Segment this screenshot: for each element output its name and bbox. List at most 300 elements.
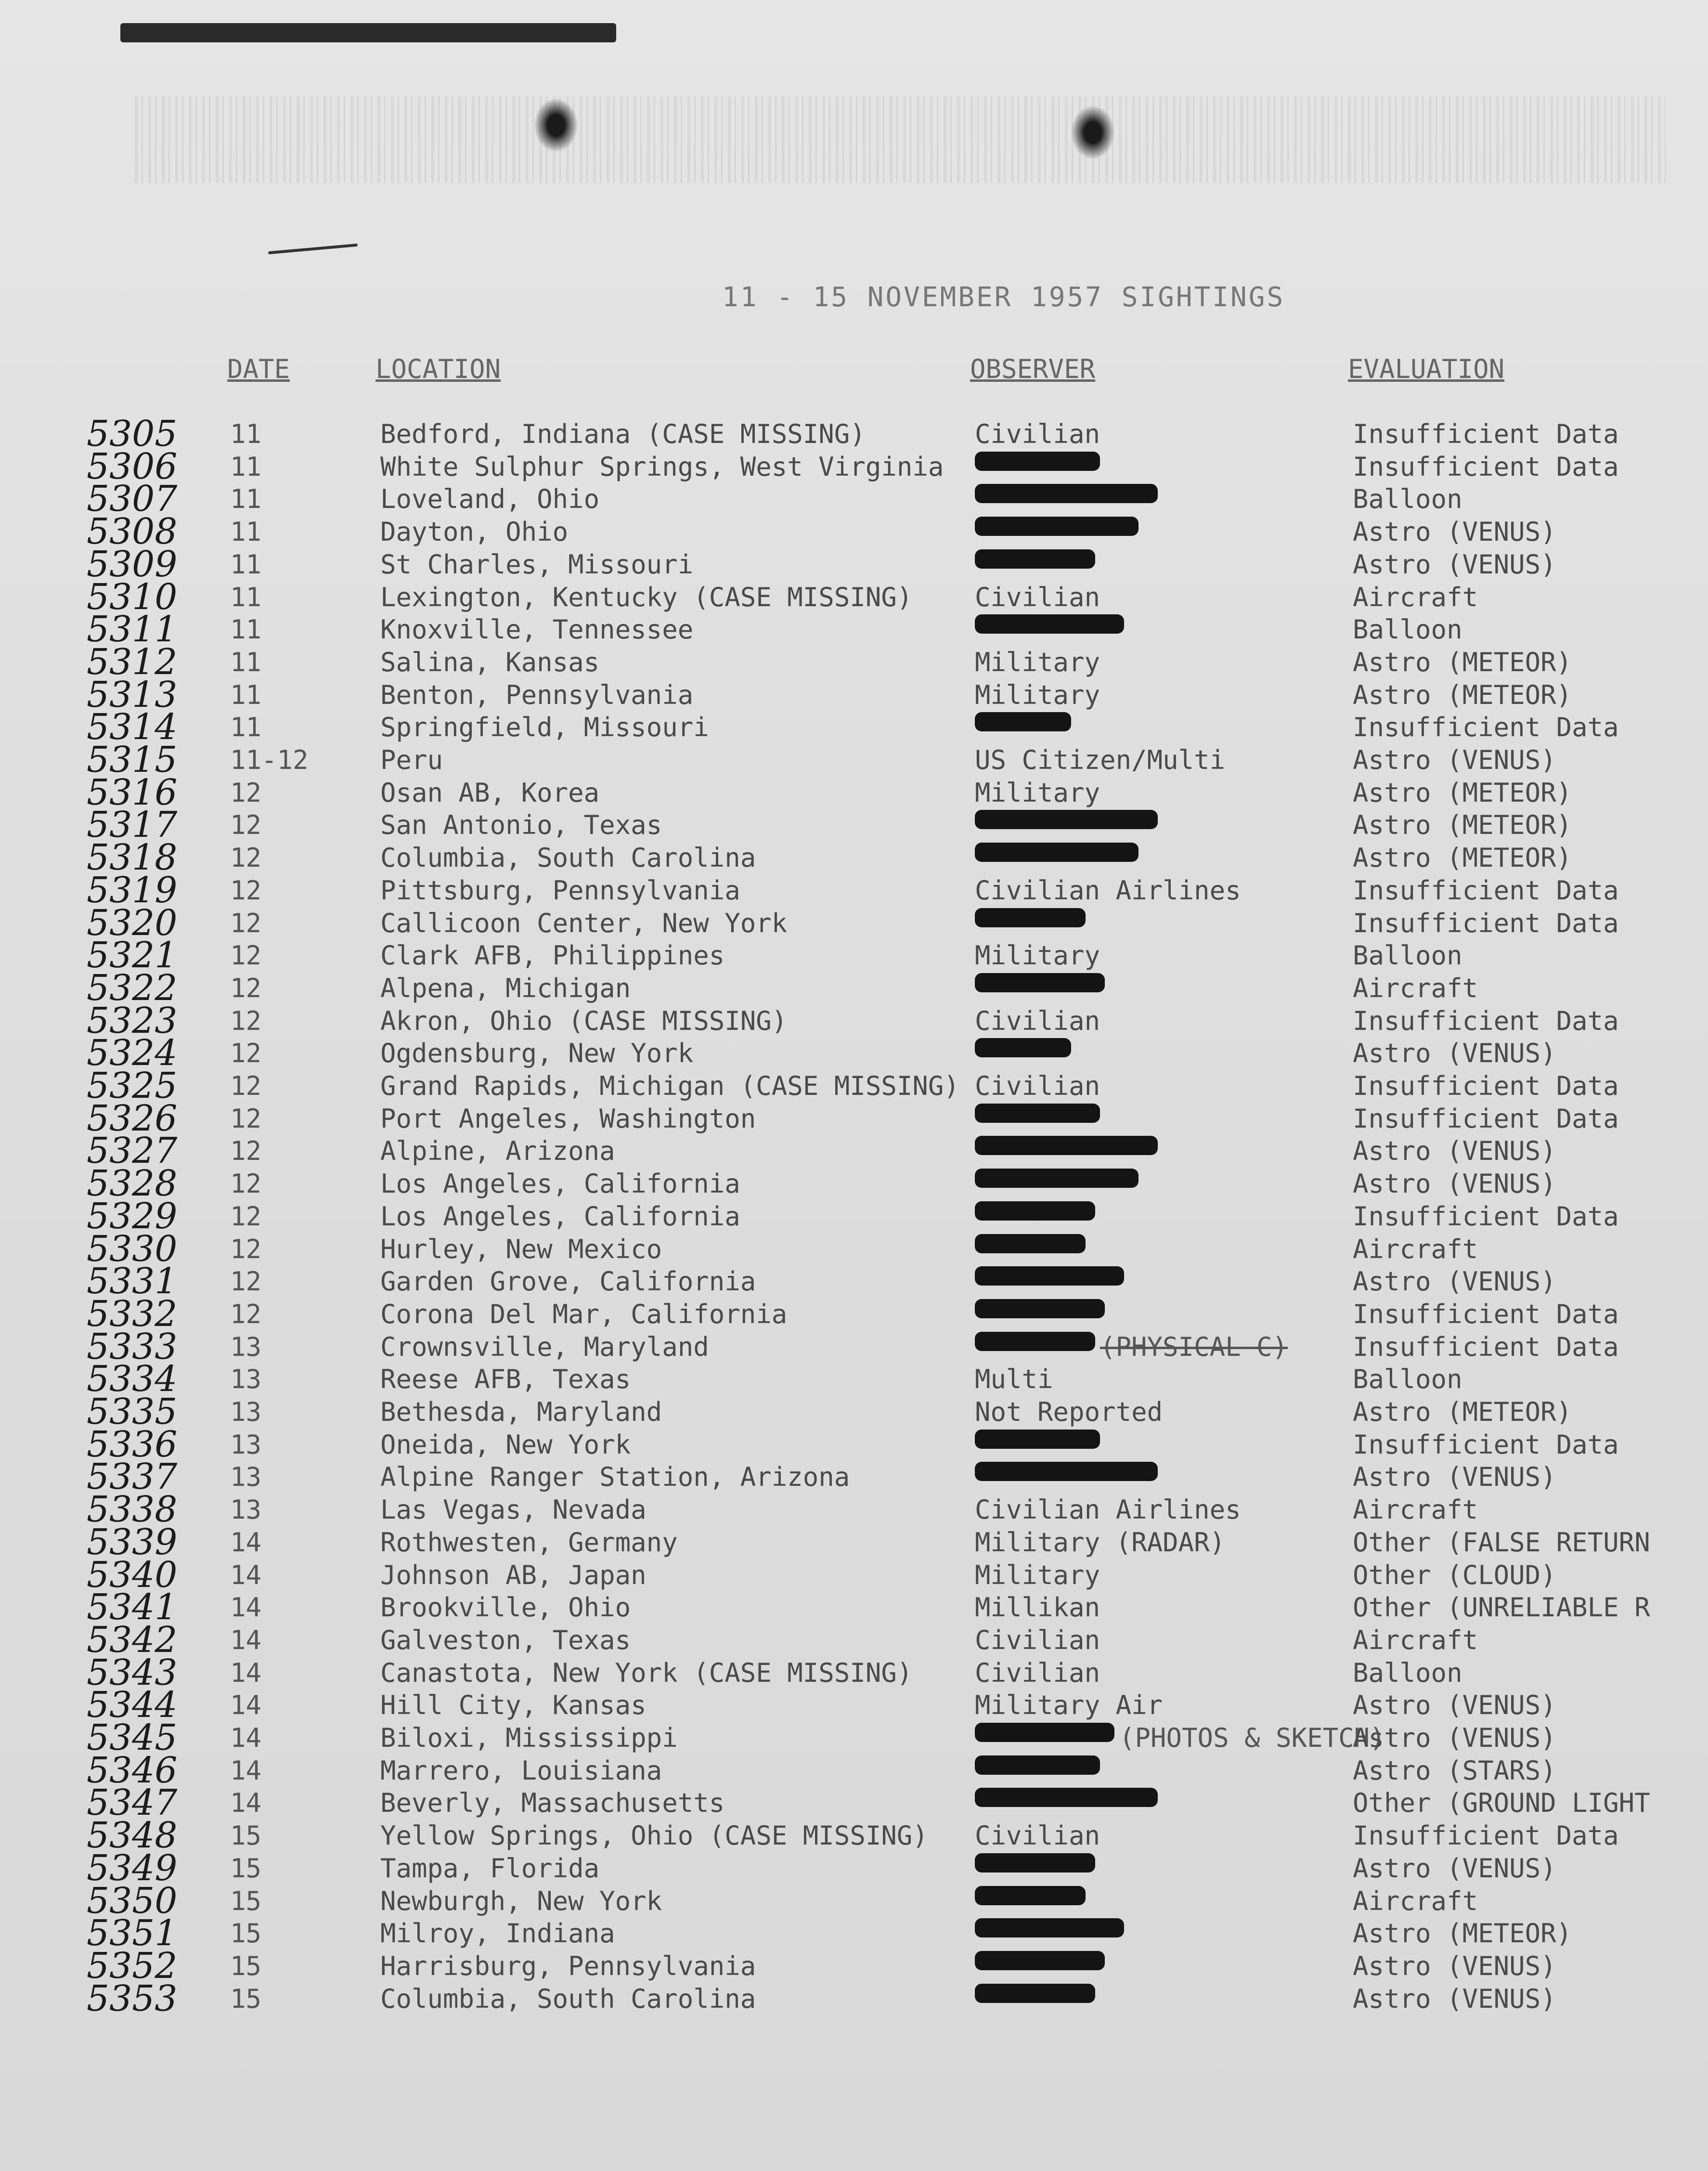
sighting-location: Peru <box>380 745 443 775</box>
sighting-date: 11 <box>230 419 262 449</box>
evaluation: Astro (METEOR) <box>1353 647 1572 677</box>
table-row <box>0 1228 1708 1270</box>
sighting-date: 11 <box>230 484 262 515</box>
evaluation: Insufficient Data <box>1353 1071 1619 1101</box>
sighting-location: Yellow Springs, Ohio (CASE MISSING) <box>380 1820 928 1851</box>
evaluation: Other (CLOUD) <box>1353 1560 1556 1590</box>
evaluation: Astro (VENUS) <box>1353 1462 1556 1493</box>
redaction-bar <box>975 1984 1095 2003</box>
sighting-date: 14 <box>230 1592 262 1623</box>
evaluation: Astro (VENUS) <box>1353 1266 1556 1297</box>
case-number: 5338 <box>87 1489 178 1531</box>
evaluation: Balloon <box>1353 940 1462 971</box>
evaluation: Balloon <box>1353 614 1462 645</box>
sighting-date: 12 <box>230 1103 262 1134</box>
table-row <box>0 1358 1708 1400</box>
redaction-bar <box>975 1104 1100 1123</box>
case-number: 5315 <box>87 739 178 780</box>
evaluation: Astro (METEOR) <box>1353 843 1572 873</box>
sighting-date: 14 <box>230 1723 262 1753</box>
redaction-bar <box>975 484 1158 503</box>
redaction-bar <box>975 1755 1100 1775</box>
table-row <box>0 706 1708 748</box>
table-row <box>0 1619 1708 1661</box>
observer: Millikan <box>975 1592 1100 1623</box>
sighting-date: 13 <box>230 1495 262 1525</box>
punch-hole-left <box>534 99 578 152</box>
sighting-date: 14 <box>230 1690 262 1721</box>
table-row <box>0 413 1708 455</box>
sighting-location: Los Angeles, California <box>380 1169 740 1199</box>
case-number: 5307 <box>87 478 178 520</box>
evaluation: Insufficient Data <box>1353 451 1619 482</box>
sighting-date: 14 <box>230 1788 262 1819</box>
table-row <box>0 1912 1708 1954</box>
observer-note: (PHYSICAL C) <box>1100 1331 1288 1362</box>
evaluation: Insufficient Data <box>1353 1331 1619 1362</box>
sighting-date: 13 <box>230 1462 262 1493</box>
sighting-location: Biloxi, Mississippi <box>380 1723 678 1753</box>
evaluation: Other (UNRELIABLE R <box>1353 1592 1650 1623</box>
observer: US Citizen/Multi <box>975 745 1226 775</box>
case-number: 5324 <box>87 1032 178 1074</box>
observer: Military <box>975 1560 1100 1590</box>
evaluation: Astro (METEOR) <box>1353 1918 1572 1949</box>
case-number: 5309 <box>87 543 178 585</box>
sighting-date: 11 <box>230 712 262 743</box>
table-row <box>0 1521 1708 1563</box>
case-number: 5353 <box>87 1977 178 2019</box>
sighting-date: 12 <box>230 777 262 808</box>
table-row <box>0 935 1708 976</box>
observer: Civilian <box>975 1625 1100 1655</box>
evaluation: Insufficient Data <box>1353 712 1619 743</box>
table-row <box>0 1423 1708 1465</box>
case-number: 5345 <box>87 1717 178 1758</box>
case-number: 5335 <box>87 1391 178 1432</box>
table-row <box>0 1651 1708 1693</box>
observer: Military (RADAR) <box>975 1527 1226 1558</box>
table-row <box>0 674 1708 715</box>
case-number: 5314 <box>87 706 178 748</box>
case-number: 5328 <box>87 1163 178 1205</box>
sighting-location: White Sulphur Springs, West Virginia <box>380 451 944 482</box>
redaction-bar <box>975 843 1139 862</box>
case-number: 5330 <box>87 1228 178 1270</box>
evaluation: Astro (VENUS) <box>1353 549 1556 580</box>
sighting-location: Dayton, Ohio <box>380 517 569 547</box>
evaluation: Astro (METEOR) <box>1353 679 1572 710</box>
sighting-date: 12 <box>230 1266 262 1297</box>
table-row <box>0 771 1708 813</box>
sighting-location: Hurley, New Mexico <box>380 1234 662 1264</box>
table-row <box>0 1326 1708 1367</box>
redaction-bar <box>975 1462 1158 1481</box>
sighting-location: Harrisburg, Pennsylvania <box>380 1950 756 1981</box>
redaction-bar <box>975 1788 1158 1807</box>
sighting-location: Reese AFB, Texas <box>380 1364 631 1395</box>
case-number: 5343 <box>87 1651 178 1693</box>
sighting-location: Johnson AB, Japan <box>380 1560 647 1590</box>
case-number: 5310 <box>87 576 178 618</box>
redaction-bar <box>975 1951 1105 1970</box>
table-row <box>0 837 1708 879</box>
observer: Civilian Airlines <box>975 1495 1241 1525</box>
case-number: 5340 <box>87 1554 178 1596</box>
evaluation: Other (GROUND LIGHT <box>1353 1788 1650 1819</box>
sighting-location: Galveston, Texas <box>380 1625 631 1655</box>
observer: Military <box>975 940 1100 971</box>
punch-hole-right <box>1071 106 1114 159</box>
case-number: 5351 <box>87 1912 178 1954</box>
sighting-date: 12 <box>230 1136 262 1167</box>
sighting-date: 13 <box>230 1429 262 1460</box>
case-number: 5339 <box>87 1521 178 1563</box>
case-number: 5317 <box>87 804 178 846</box>
case-number: 5334 <box>87 1358 178 1400</box>
evaluation: Aircraft <box>1353 1625 1478 1655</box>
scan-noise-band <box>135 96 1666 183</box>
case-number: 5305 <box>87 413 178 455</box>
evaluation: Astro (METEOR) <box>1353 777 1572 808</box>
evaluation: Insufficient Data <box>1353 1299 1619 1329</box>
sighting-date: 12 <box>230 940 262 971</box>
evaluation: Astro (VENUS) <box>1353 1136 1556 1167</box>
table-row <box>0 1032 1708 1074</box>
sighting-location: Beverly, Massachusetts <box>380 1788 725 1819</box>
observer: Civilian <box>975 1657 1100 1688</box>
observer: Military <box>975 777 1100 808</box>
case-number: 5312 <box>87 641 178 683</box>
redaction-bar <box>975 908 1086 927</box>
redaction-bar <box>975 1430 1100 1449</box>
case-number: 5306 <box>87 445 178 487</box>
table-row <box>0 511 1708 553</box>
redaction-bar <box>975 1038 1071 1057</box>
redaction-bar <box>975 1266 1124 1286</box>
sighting-location: San Antonio, Texas <box>380 810 662 841</box>
table-row <box>0 1489 1708 1531</box>
case-number: 5337 <box>87 1456 178 1498</box>
table-row <box>0 445 1708 487</box>
evaluation: Astro (VENUS) <box>1353 1690 1556 1721</box>
evaluation: Insufficient Data <box>1353 1429 1619 1460</box>
case-number: 5313 <box>87 674 178 715</box>
table-row <box>0 1880 1708 1922</box>
table-row <box>0 1749 1708 1791</box>
redaction-bar <box>975 1886 1086 1905</box>
evaluation: Other (FALSE RETURN <box>1353 1527 1650 1558</box>
redaction-bar <box>975 1918 1124 1937</box>
observer: Civilian <box>975 1071 1100 1101</box>
sighting-date: 12 <box>230 1234 262 1264</box>
evaluation: Aircraft <box>1353 582 1478 612</box>
table-row <box>0 1195 1708 1237</box>
table-row <box>0 1261 1708 1302</box>
evaluation: Astro (VENUS) <box>1353 1169 1556 1199</box>
sighting-date: 13 <box>230 1397 262 1427</box>
case-number: 5316 <box>87 771 178 813</box>
table-row <box>0 1163 1708 1205</box>
observer: Military <box>975 647 1100 677</box>
redaction-bar <box>975 549 1095 569</box>
observer: Not Reported <box>975 1397 1163 1427</box>
sighting-location: Las Vegas, Nevada <box>380 1495 647 1525</box>
case-number: 5327 <box>87 1130 178 1172</box>
case-number: 5329 <box>87 1195 178 1237</box>
table-row <box>0 804 1708 846</box>
evaluation: Astro (VENUS) <box>1353 1038 1556 1069</box>
case-number: 5352 <box>87 1945 178 1987</box>
redaction-bar <box>975 1332 1095 1351</box>
observer: Civilian <box>975 582 1100 612</box>
table-row <box>0 902 1708 944</box>
observer-note: (PHOTOS & SKETCH) <box>1119 1723 1385 1753</box>
table-row <box>0 1391 1708 1432</box>
table-row <box>0 1065 1708 1106</box>
sighting-date: 12 <box>230 908 262 938</box>
sighting-date: 11 <box>230 679 262 710</box>
redaction-bar <box>975 614 1124 634</box>
sighting-location: Tampa, Florida <box>380 1853 600 1884</box>
sighting-location: Callicoon Center, New York <box>380 908 788 938</box>
sighting-date: 11 <box>230 451 262 482</box>
sighting-location: Alpine, Arizona <box>380 1136 615 1167</box>
evaluation: Balloon <box>1353 1364 1462 1395</box>
sighting-location: Milroy, Indiana <box>380 1918 615 1949</box>
case-number: 5344 <box>87 1684 178 1726</box>
sighting-date: 14 <box>230 1560 262 1590</box>
redaction-bar <box>975 973 1105 992</box>
evaluation: Balloon <box>1353 484 1462 515</box>
evaluation: Aircraft <box>1353 1885 1478 1916</box>
evaluation: Astro (VENUS) <box>1353 1950 1556 1981</box>
table-row <box>0 1815 1708 1857</box>
sighting-location: Bethesda, Maryland <box>380 1397 662 1427</box>
redaction-bar <box>975 712 1071 731</box>
document-title: 11 - 15 NOVEMBER 1957 SIGHTINGS <box>722 282 1285 313</box>
sighting-date: 15 <box>230 1983 262 2014</box>
sighting-location: Osan AB, Korea <box>380 777 600 808</box>
sighting-date: 15 <box>230 1853 262 1884</box>
sighting-date: 12 <box>230 875 262 906</box>
sighting-date: 12 <box>230 973 262 1003</box>
case-number: 5322 <box>87 967 178 1009</box>
sighting-date: 14 <box>230 1755 262 1786</box>
sighting-location: Crownsville, Maryland <box>380 1331 709 1362</box>
header-observer: OBSERVER <box>970 354 1096 384</box>
table-row <box>0 1847 1708 1889</box>
observer: Civilian <box>975 1005 1100 1036</box>
observer: Civilian Airlines <box>975 875 1241 906</box>
observer: Multi <box>975 1364 1053 1395</box>
table-row <box>0 1000 1708 1041</box>
evaluation: Insufficient Data <box>1353 1201 1619 1232</box>
case-number: 5323 <box>87 1000 178 1041</box>
table-row <box>0 478 1708 520</box>
sighting-location: Salina, Kansas <box>380 647 600 677</box>
evaluation: Astro (VENUS) <box>1353 745 1556 775</box>
sighting-location: Newburgh, New York <box>380 1885 662 1916</box>
observer: Military Air <box>975 1690 1163 1721</box>
evaluation: Insufficient Data <box>1353 419 1619 449</box>
sighting-date: 12 <box>230 1169 262 1199</box>
sighting-date: 14 <box>230 1625 262 1655</box>
sighting-date: 15 <box>230 1918 262 1949</box>
redaction-bar <box>975 810 1158 829</box>
sighting-date: 11-12 <box>230 745 309 775</box>
sighting-location: Alpine Ranger Station, Arizona <box>380 1462 850 1493</box>
sighting-location: Bedford, Indiana (CASE MISSING) <box>380 419 866 449</box>
table-row <box>0 543 1708 585</box>
sighting-location: St Charles, Missouri <box>380 549 694 580</box>
case-number: 5336 <box>87 1423 178 1465</box>
table-row <box>0 869 1708 911</box>
case-number: 5332 <box>87 1293 178 1335</box>
sighting-date: 11 <box>230 549 262 580</box>
table-row <box>0 1782 1708 1824</box>
case-number: 5321 <box>87 935 178 976</box>
case-number: 5319 <box>87 869 178 911</box>
sighting-date: 11 <box>230 647 262 677</box>
scan-edge-strip <box>120 23 616 42</box>
sighting-location: Loveland, Ohio <box>380 484 600 515</box>
sighting-location: Canastota, New York (CASE MISSING) <box>380 1657 913 1688</box>
sighting-date: 15 <box>230 1950 262 1981</box>
evaluation: Astro (VENUS) <box>1353 1853 1556 1884</box>
table-row <box>0 576 1708 618</box>
observer: Military <box>975 679 1100 710</box>
pen-tick-mark <box>267 243 359 256</box>
evaluation: Insufficient Data <box>1353 1005 1619 1036</box>
case-number: 5318 <box>87 837 178 879</box>
sighting-location: Columbia, South Carolina <box>380 843 756 873</box>
observer: Civilian <box>975 1820 1100 1851</box>
sighting-date: 15 <box>230 1820 262 1851</box>
sighting-date: 14 <box>230 1527 262 1558</box>
sighting-location: Akron, Ohio (CASE MISSING) <box>380 1005 788 1036</box>
evaluation: Astro (STARS) <box>1353 1755 1556 1786</box>
case-number: 5331 <box>87 1261 178 1302</box>
sighting-location: Corona Del Mar, California <box>380 1299 788 1329</box>
redaction-bar <box>975 1201 1095 1221</box>
sighting-location: Knoxville, Tennessee <box>380 614 694 645</box>
case-number: 5346 <box>87 1749 178 1791</box>
sighting-date: 12 <box>230 1071 262 1101</box>
table-row <box>0 739 1708 780</box>
table-row <box>0 1586 1708 1628</box>
evaluation: Balloon <box>1353 1657 1462 1688</box>
sighting-location: Brookville, Ohio <box>380 1592 631 1623</box>
evaluation: Aircraft <box>1353 973 1478 1003</box>
sighting-location: Oneida, New York <box>380 1429 631 1460</box>
evaluation: Insufficient Data <box>1353 908 1619 938</box>
evaluation: Astro (VENUS) <box>1353 1723 1556 1753</box>
header-location: LOCATION <box>375 354 501 384</box>
table-row <box>0 641 1708 683</box>
sighting-location: Lexington, Kentucky (CASE MISSING) <box>380 582 913 612</box>
sighting-location: Ogdensburg, New York <box>380 1038 694 1069</box>
evaluation: Insufficient Data <box>1353 1103 1619 1134</box>
header-evaluation: EVALUATION <box>1348 354 1505 384</box>
sighting-location: Marrero, Louisiana <box>380 1755 662 1786</box>
table-row <box>0 1945 1708 1987</box>
sighting-location: Garden Grove, California <box>380 1266 756 1297</box>
case-number: 5347 <box>87 1782 178 1824</box>
sighting-location: Grand Rapids, Michigan (CASE MISSING) <box>380 1071 959 1101</box>
case-number: 5326 <box>87 1097 178 1139</box>
redaction-bar <box>975 1136 1158 1155</box>
observer: Civilian <box>975 419 1100 449</box>
sighting-date: 12 <box>230 1201 262 1232</box>
redaction-bar <box>975 1853 1095 1872</box>
case-number: 5341 <box>87 1586 178 1628</box>
sighting-date: 11 <box>230 614 262 645</box>
sighting-location: Alpena, Michigan <box>380 973 631 1003</box>
case-number: 5349 <box>87 1847 178 1889</box>
sighting-location: Hill City, Kansas <box>380 1690 647 1721</box>
sighting-location: Columbia, South Carolina <box>380 1983 756 2014</box>
table-row <box>0 1717 1708 1758</box>
sighting-location: Port Angeles, Washington <box>380 1103 756 1134</box>
table-row <box>0 609 1708 650</box>
case-number: 5350 <box>87 1880 178 1922</box>
evaluation: Aircraft <box>1353 1234 1478 1264</box>
redaction-bar <box>975 452 1100 471</box>
table-row <box>0 1554 1708 1596</box>
sighting-date: 13 <box>230 1331 262 1362</box>
case-number: 5308 <box>87 511 178 553</box>
sighting-date: 14 <box>230 1657 262 1688</box>
sighting-date: 11 <box>230 582 262 612</box>
sighting-date: 13 <box>230 1364 262 1395</box>
sighting-date: 15 <box>230 1885 262 1916</box>
evaluation: Aircraft <box>1353 1495 1478 1525</box>
evaluation: Astro (VENUS) <box>1353 517 1556 547</box>
case-number: 5348 <box>87 1815 178 1857</box>
case-number: 5311 <box>87 609 178 650</box>
evaluation: Insufficient Data <box>1353 1820 1619 1851</box>
table-row <box>0 1977 1708 2019</box>
case-number: 5333 <box>87 1326 178 1367</box>
sighting-date: 11 <box>230 517 262 547</box>
redaction-bar <box>975 517 1139 536</box>
table-row <box>0 1684 1708 1726</box>
sighting-date: 12 <box>230 810 262 841</box>
table-row <box>0 1456 1708 1498</box>
redaction-bar <box>975 1723 1114 1742</box>
case-number: 5320 <box>87 902 178 944</box>
evaluation: Astro (VENUS) <box>1353 1983 1556 2014</box>
case-number: 5342 <box>87 1619 178 1661</box>
header-date: DATE <box>227 354 290 384</box>
evaluation: Astro (METEOR) <box>1353 810 1572 841</box>
table-row <box>0 1130 1708 1172</box>
sighting-location: Springfield, Missouri <box>380 712 709 743</box>
evaluation: Insufficient Data <box>1353 875 1619 906</box>
case-number: 5325 <box>87 1065 178 1106</box>
evaluation: Astro (METEOR) <box>1353 1397 1572 1427</box>
table-row <box>0 1097 1708 1139</box>
sighting-date: 12 <box>230 1299 262 1329</box>
sighting-location: Clark AFB, Philippines <box>380 940 725 971</box>
redaction-bar <box>975 1299 1105 1318</box>
sighting-location: Rothwesten, Germany <box>380 1527 678 1558</box>
redaction-bar <box>975 1169 1139 1188</box>
redaction-bar <box>975 1234 1086 1253</box>
table-row <box>0 967 1708 1009</box>
sighting-location: Los Angeles, California <box>380 1201 740 1232</box>
